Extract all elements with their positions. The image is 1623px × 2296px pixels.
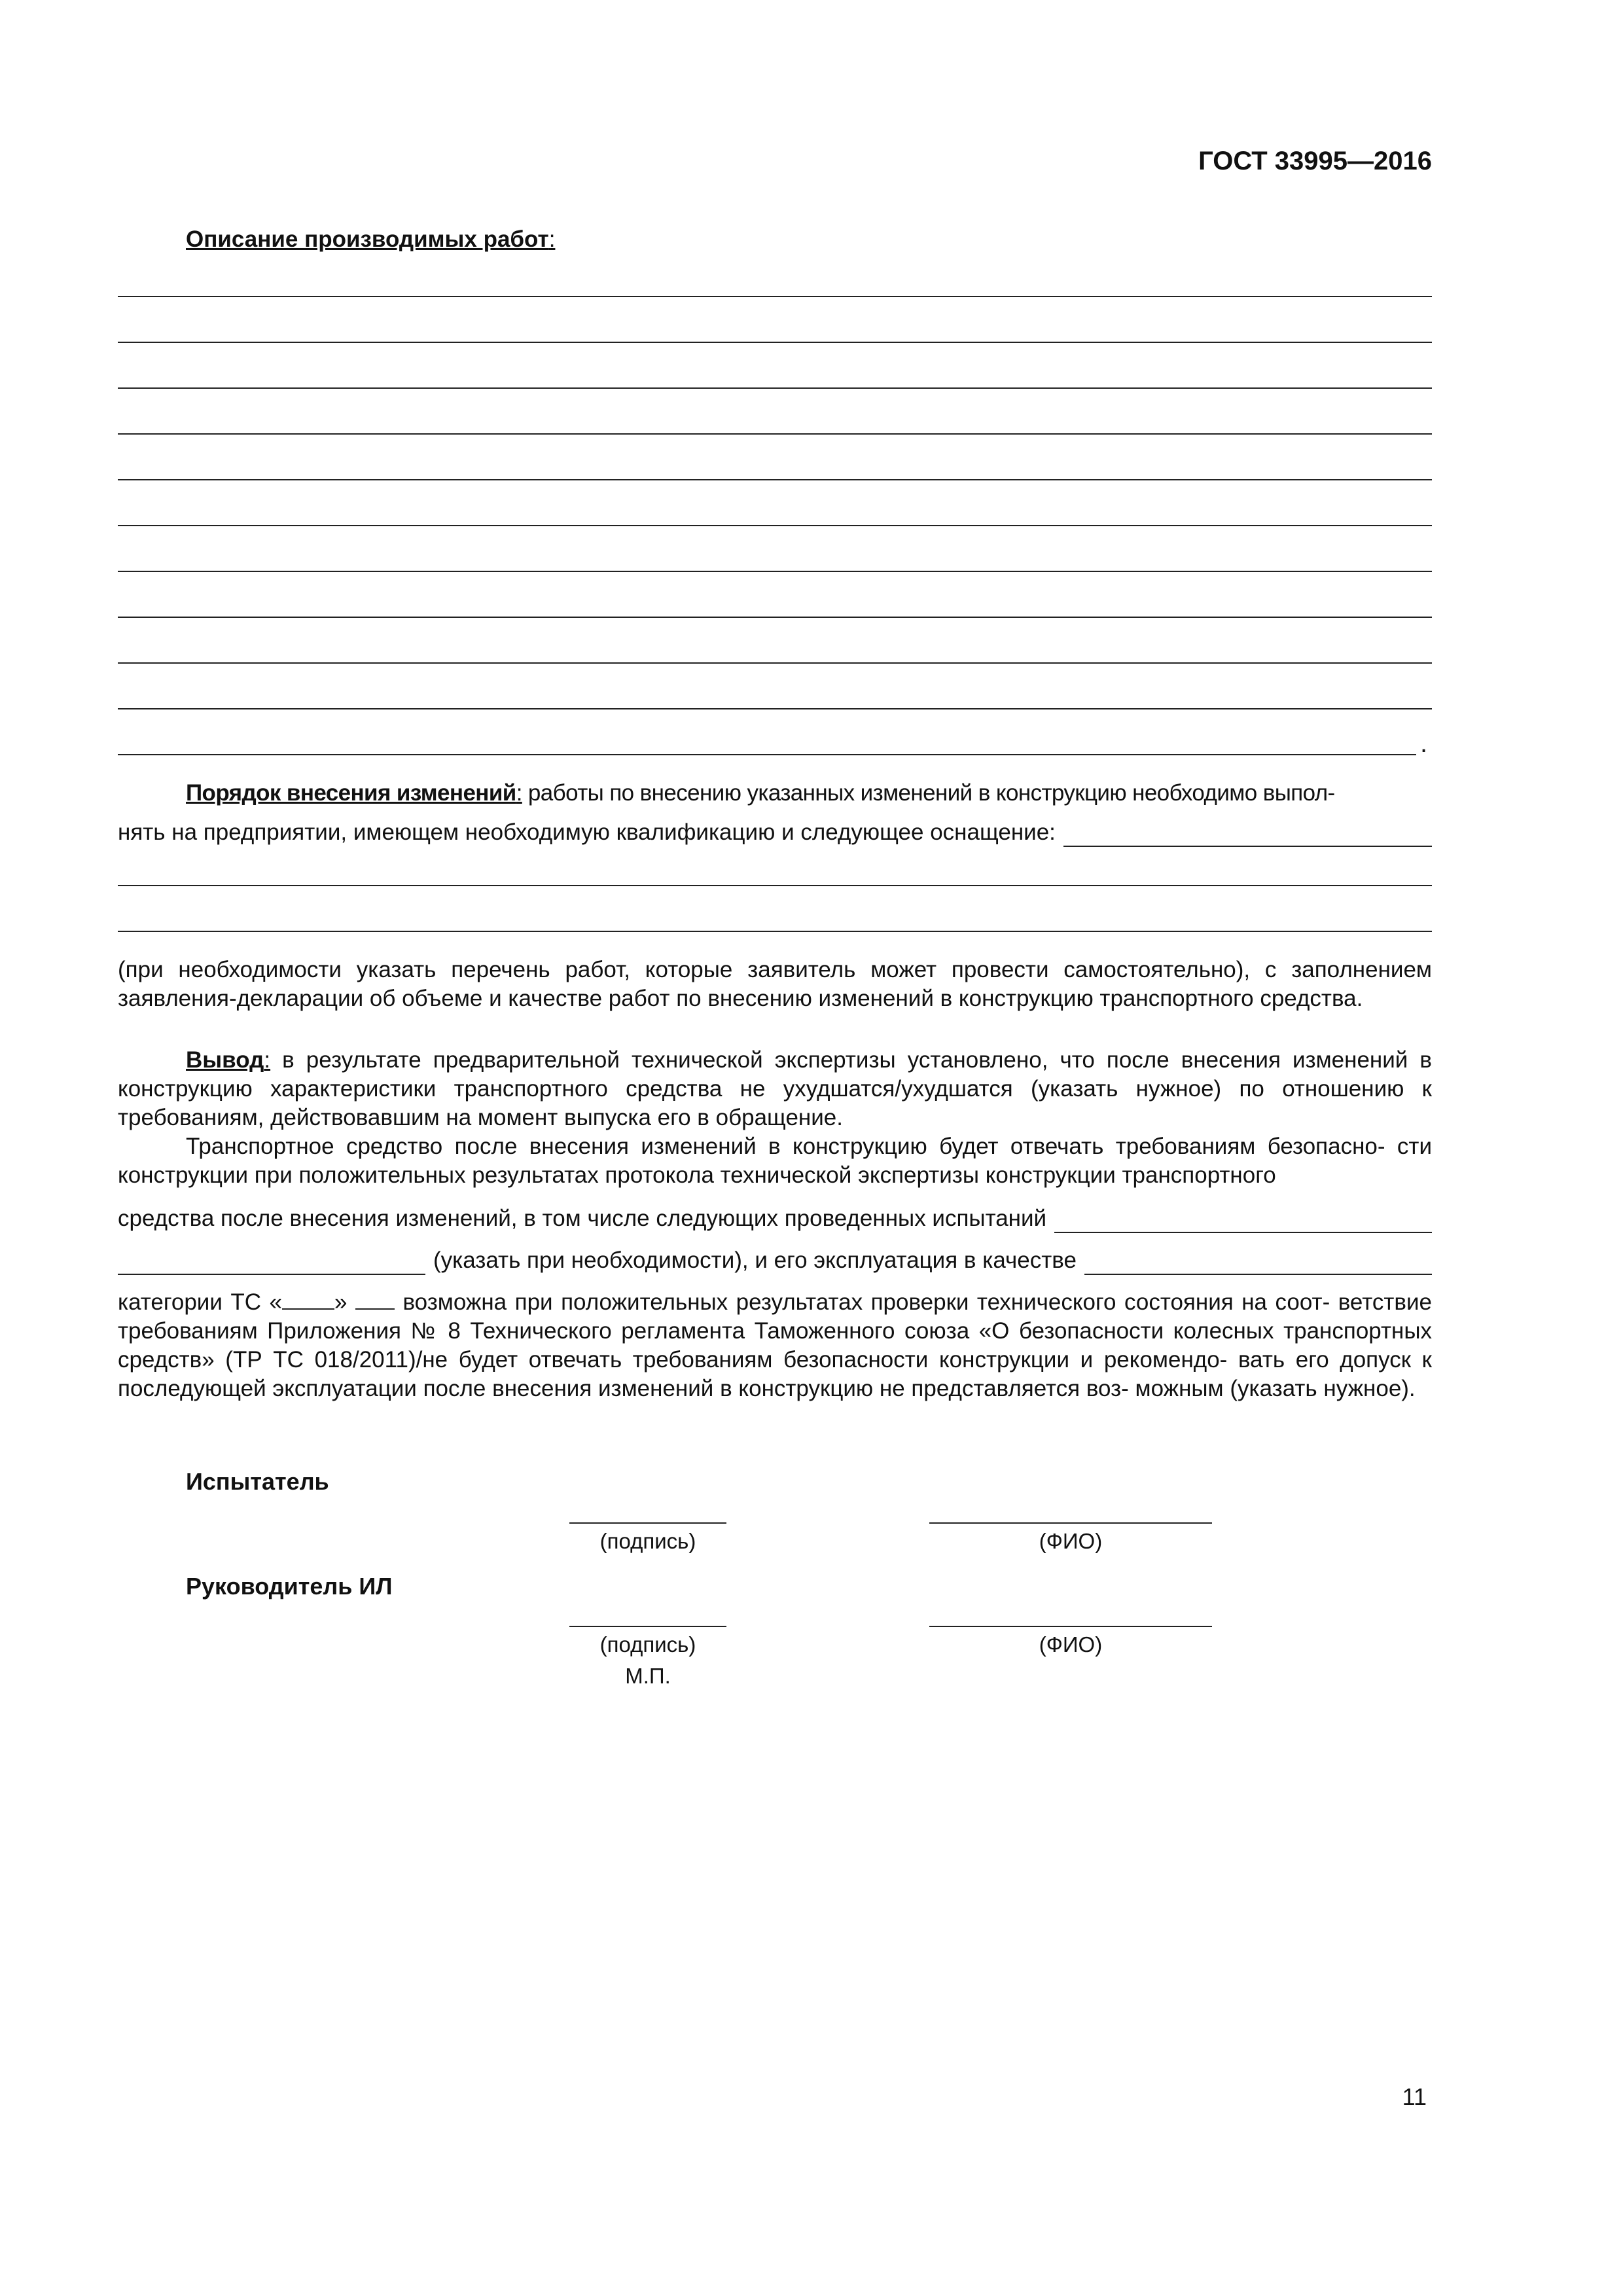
tester-name-line[interactable]	[929, 1522, 1212, 1524]
blank-line[interactable]	[118, 662, 1432, 664]
conclusion-paragraph	[118, 1046, 1432, 1132]
tests-line	[118, 1204, 1432, 1233]
operation-purpose-field[interactable]	[1084, 1251, 1432, 1275]
equipment-text: нять на предприятии, имеющем необходимую квалификацию и следующее оснащение:	[118, 819, 1056, 845]
lab-head-name-line[interactable]	[929, 1626, 1212, 1627]
category-prefix: категории ТС «	[118, 1289, 283, 1315]
lab-head-signature-caption: (подпись)	[599, 1632, 696, 1657]
equipment-field[interactable]	[1063, 823, 1432, 847]
blank-line[interactable]	[118, 525, 1432, 526]
conclusion-colon: :	[264, 1047, 271, 1073]
tester-signature-line[interactable]	[569, 1522, 726, 1524]
section-work-description-colon: :	[548, 226, 556, 252]
lab-head-name-caption: (ФИО)	[1039, 1632, 1103, 1657]
blank-line[interactable]	[118, 754, 1416, 755]
tests-continuation-field[interactable]	[118, 1251, 425, 1275]
blank-line[interactable]	[118, 387, 1432, 389]
blank-line[interactable]	[118, 571, 1432, 572]
blank-line[interactable]	[118, 433, 1432, 435]
category-suffix: »	[334, 1289, 348, 1315]
stamp-place-label: М.П.	[625, 1664, 671, 1688]
declaration-note: (при необходимости указать перечень работ, которые заявитель может провести самостоятельно), с заполнением заявления-декларации об объеме и качестве работ по внесению изменений в конструкцию транспортного средства.	[118, 957, 1432, 1011]
end-period: .	[1420, 729, 1428, 758]
modification-procedure-paragraph	[186, 779, 1432, 808]
modification-procedure-text: работы по внесению указанных изменений в конструкцию необходимо выпол-	[522, 780, 1335, 806]
lab-head-signature-line[interactable]	[569, 1626, 726, 1627]
tester-label: Испытатель	[186, 1468, 329, 1495]
blank-line[interactable]	[118, 708, 1432, 709]
conclusion-title: Вывод	[186, 1047, 264, 1073]
blank-line[interactable]	[118, 296, 1432, 297]
tester-signature-caption: (подпись)	[599, 1529, 696, 1553]
blank-line[interactable]	[118, 342, 1432, 343]
section-work-description-heading	[186, 225, 555, 254]
document-number: ГОСТ 33995—2016	[1198, 147, 1432, 175]
category-paragraph	[118, 1288, 1432, 1403]
blank-line[interactable]	[118, 617, 1432, 618]
tests-text: средства после внесения изменений, в том числе следующих проведенных испытаний	[118, 1206, 1047, 1231]
blank-line[interactable]	[118, 479, 1432, 480]
blank-line[interactable]	[118, 931, 1432, 932]
lab-head-label: Руководитель ИЛ	[186, 1573, 393, 1600]
operation-text: (указать при необходимости), и его эксплуатация в качестве	[433, 1247, 1077, 1273]
tester-name-caption: (ФИО)	[1039, 1529, 1103, 1553]
operation-line	[118, 1246, 1432, 1275]
category-extra-field[interactable]	[355, 1291, 395, 1310]
equipment-line	[118, 818, 1432, 847]
tests-field[interactable]	[1054, 1210, 1432, 1233]
blank-line[interactable]	[118, 885, 1432, 886]
conclusion-text: в результате предварительной технической экспертизы установлено, что после внесения изменений в конструкцию характеристики транспортного средства не ухудшатся/ухудшатся (указать нужное) по отношению к требованиям, действовавшим на момент выпуска его в обращение.	[118, 1047, 1432, 1130]
modification-procedure-title: Порядок внесения изменений	[186, 780, 516, 806]
category-field[interactable]	[282, 1291, 334, 1310]
category-text: возможна при положительных результатах проверки технического состояния на соот- ветствие требованиям Приложения № 8 Технического регламента Таможенного союза «О безопасности колесных транспортных средств» (ТР ТС 018/2011)/не будет отвечать требованиям безопасности конструкции и рекомендо- вать его допуск к последующей эксплуатации после внесения изменений в конструкцию не представляется воз- можным (указать нужное).	[118, 1289, 1432, 1401]
modification-procedure-colon: :	[516, 780, 522, 806]
page-number: 11	[1402, 2083, 1427, 2110]
section-work-description-title: Описание производимых работ	[186, 226, 549, 252]
compliance-paragraph: Транспортное средство после внесения изменений в конструкцию будет отвечать требованиям безопасно- сти конструкции при положительных результатах протокола технической экспертизы конструкции транспортного	[118, 1134, 1432, 1188]
